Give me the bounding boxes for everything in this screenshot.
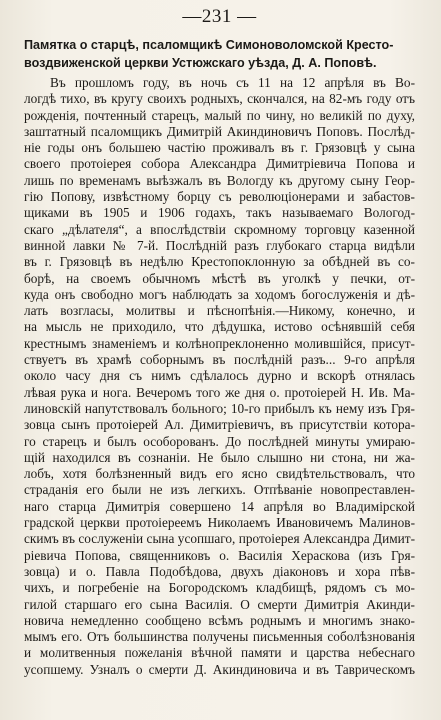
body-line: своего протоіерея собора Александра Димитріевича Попова и — [24, 156, 415, 172]
body-line: щій находился въ сознаніи. Не было слышно ни стона, ни жа- — [24, 449, 415, 465]
body-line: усопшему. Узналъ о смерти Д. Акиндиновича и въ Таврическомъ — [24, 661, 415, 677]
article-body — [24, 75, 415, 678]
body-line: щиками въ 1905 и 1906 годахъ, такъ называемаго Вологод- — [24, 205, 415, 221]
body-line: заштатный псаломщикъ Димитрій Акиндиновичъ Поповъ. Послѣд- — [24, 123, 415, 139]
body-line: логдѣ тихо, въ кругу своихъ родныхъ, скончался, на 82-мъ году отъ — [24, 91, 415, 107]
body-line: гилой старшаго его сына Василія. О смерти Димитрія Акинди- — [24, 596, 415, 612]
body-line: линовскій напутствовалъ больного; 10-го прибылъ къ нему изъ Гря- — [24, 400, 415, 416]
body-line: около часу дня съ нимъ сдѣлалось дурно и вскорѣ отнялась — [24, 368, 415, 384]
body-line: на мысль не приходило, что дѣдушка, истово осѣнявшій себя — [24, 319, 415, 335]
body-line: наго старца Димитрія совершено 14 апрѣля во Владимірской — [24, 498, 415, 514]
body-line: ніе годы онъ большею частію проживалъ въ г. Грязовцѣ у сына — [24, 140, 415, 156]
page-number: —231 — — [182, 6, 257, 27]
body-line: куда онъ свободно могъ наблюдать за ходомъ богослуженія и дѣ- — [24, 286, 415, 302]
body-line: ствуетъ въ храмѣ соборнымъ въ послѣдній разъ... 9-го апрѣля — [24, 352, 415, 368]
body-line: зовца) и о. Павла Подобѣдова, двухъ діаконовъ и хора пѣв- — [24, 563, 415, 579]
body-line: лать возгласы, молитвы и пѣснопѣнія.—Никому, конечно, и — [24, 303, 415, 319]
body-line: въ г. Грязовцѣ въ недѣлю Крестопоклонную за обѣдней въ со- — [24, 254, 415, 270]
body-line: борѣ, на своемъ обычномъ мѣстѣ въ уголкѣ у печки, от- — [24, 270, 415, 286]
body-line: и молитвенныя пожеланія вѣчной памяти и царства небеснаго — [24, 645, 415, 661]
body-line: скимъ въ сослуженіи сына усопшаго, протоіерея Александра Димит- — [24, 531, 415, 547]
body-line: скаго „дѣлателя“, а впослѣдствіи скромному торговцу казенной — [24, 221, 415, 237]
title-line: воздвиженской церкви Устюжскаго уѣзда, Д. А. Поповѣ. — [24, 56, 377, 70]
article-title — [24, 36, 415, 72]
body-line: рожденія, почтенный старецъ, малый по чину, но великій по духу, — [24, 107, 415, 123]
body-line: градской церкви протоіереемъ Николаемъ Ивановичемъ Малинов- — [24, 515, 415, 531]
body-line: ріевича Попова, священниковъ о. Василія Хераскова (изъ Гря- — [24, 547, 415, 563]
body-line: чихъ, и погребеніе на Богородскомъ кладбищѣ, рядомъ съ мо- — [24, 580, 415, 596]
body-line: лѣвая рука и нога. Вечеромъ того же дня о. протоіерей Н. Ив. Ма- — [24, 384, 415, 400]
body-line: гію Попову, извѣстному борцу съ революціонерами и забастов- — [24, 189, 415, 205]
body-line: лобъ, хотя болѣзненный видъ его ясно свидѣтельствовалъ, что — [24, 466, 415, 482]
body-line: винной лавки № 7-й. Послѣдній разъ глубокаго старца видѣли — [24, 237, 415, 253]
title-line: Памятка о старцѣ, псаломщикѣ Симоноволомской Кресто- — [24, 38, 394, 52]
body-line: новича немедленно сообщено всѣмъ роднымъ и многимъ знако- — [24, 612, 415, 628]
body-line: зовца сынъ протоіерей Ал. Димитріевичъ, въ присутствіи котора- — [24, 417, 415, 433]
body-line: лишь по временамъ выѣзжалъ въ Вологду къ другому сыну Геор- — [24, 172, 415, 188]
body-line: страданія его были не изъ легкихъ. Отпѣваніе новопреставлен- — [24, 482, 415, 498]
body-line: го старецъ и былъ особорованъ. До послѣдней минуты умираю- — [24, 433, 415, 449]
body-line: мымъ его. Отъ большинства получены письменныя соболѣзнованія — [24, 629, 415, 645]
body-line: крестнымъ знаменіемъ и колѣнопреклоненно молившійся, присут- — [24, 335, 415, 351]
body-line: Въ прошломъ году, въ ночь съ 11 на 12 апрѣля въ Во- — [50, 75, 415, 90]
